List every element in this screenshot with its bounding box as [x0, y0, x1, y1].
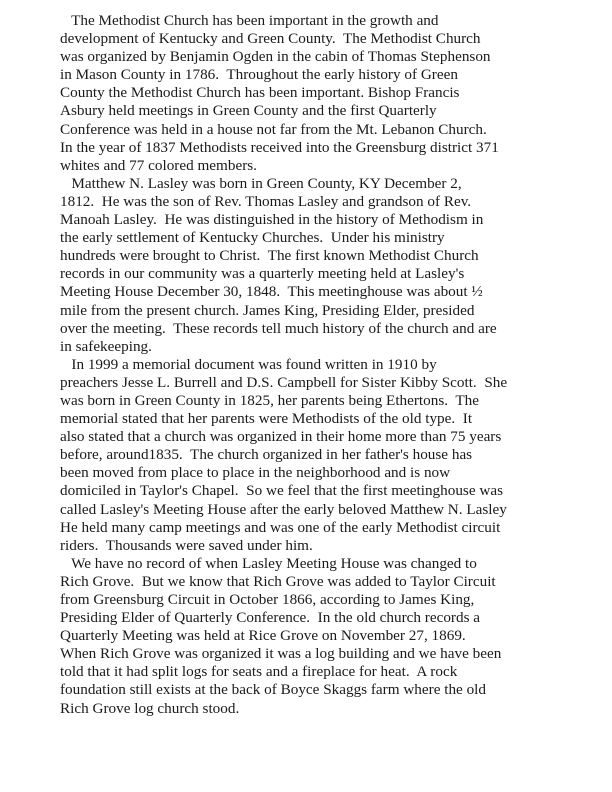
- text-line: Rich Grove. But we know that Rich Grove was added to Taylor Circuit: [60, 572, 496, 590]
- text-line: Manoah Lasley. He was distinguished in the history of Methodism in: [60, 211, 484, 229]
- text-line: Conference was held in a house not far from the Mt. Lebanon Church.: [60, 120, 487, 138]
- text-line: in safekeeping.: [60, 337, 152, 355]
- text-line: also stated that a church was organized in their home more than 75 years: [60, 428, 502, 446]
- text-line: 1812. He was the son of Rev. Thomas Lasley and grandson of Rev.: [60, 192, 472, 210]
- paragraph-memorial-document: [60, 356, 600, 555]
- text-line: domiciled in Taylor's Chapel. So we feel that the first meetinghouse was: [60, 482, 503, 500]
- text-line: been moved from place to place in the neighborhood and is now: [60, 464, 451, 482]
- text-line: records in our community was a quarterly meeting held at Lasley's: [60, 265, 465, 283]
- text-line: over the meeting. These records tell much history of the church and are: [60, 319, 497, 337]
- text-line: In the year of 1837 Methodists received into the Greensburg district 371: [60, 138, 499, 156]
- text-line: Meeting House December 30, 1848. This meetinghouse was about ½: [60, 283, 483, 301]
- text-line: development of Kentucky and Green County. The Methodist Church: [60, 30, 481, 48]
- text-line: before, around1835. The church organized in her father's house has: [60, 446, 473, 464]
- text-line: foundation still exists at the back of Boyce Skaggs farm where the old: [60, 681, 486, 699]
- text-line: We have no record of when Lasley Meeting House was changed to: [60, 554, 477, 572]
- text-line: Matthew N. Lasley was born in Green County, KY December 2,: [60, 174, 462, 192]
- text-line: told that it had split logs for seats and a fireplace for heat. A rock: [60, 663, 458, 681]
- text-line: memorial stated that her parents were Methodists of the old type. It: [60, 410, 473, 428]
- paragraph-matthew-lasley: [60, 175, 600, 356]
- paragraph-rich-grove: [60, 555, 600, 718]
- text-line: the early settlement of Kentucky Churches. Under his ministry: [60, 229, 445, 247]
- text-line: In 1999 a memorial document was found written in 1910 by: [60, 355, 437, 373]
- text-line: He held many camp meetings and was one of the early Methodist circuit: [60, 518, 501, 536]
- text-line: mile from the present church. James King, Presiding Elder, presided: [60, 301, 475, 319]
- text-line: hundreds were brought to Christ. The first known Methodist Church: [60, 247, 479, 265]
- document-body: [60, 12, 600, 718]
- text-line: riders. Thousands were saved under him.: [60, 536, 313, 554]
- text-line: The Methodist Church has been important in the growth and: [60, 12, 439, 29]
- text-line: Presiding Elder of Quarterly Conference. In the old church records a: [60, 609, 481, 627]
- text-line: When Rich Grove was organized it was a log building and we have been: [60, 645, 502, 663]
- text-line: Quarterly Meeting was held at Rice Grove on November 27, 1869.: [60, 627, 466, 645]
- text-line: was born in Green County in 1825, her parents being Ethertons. The: [60, 391, 479, 409]
- text-line: whites and 77 colored members.: [60, 156, 257, 174]
- text-line: County the Methodist Church has been important. Bishop Francis: [60, 84, 460, 102]
- text-line: preachers Jesse L. Burrell and D.S. Campbell for Sister Kibby Scott. She: [60, 373, 508, 391]
- text-line: Asbury held meetings in Green County and the first Quarterly: [60, 102, 437, 120]
- text-line: called Lasley's Meeting House after the early beloved Matthew N. Lasley: [60, 500, 507, 518]
- paragraph-methodist-church: [60, 12, 600, 175]
- text-line: was organized by Benjamin Ogden in the cabin of Thomas Stephenson: [60, 48, 491, 66]
- text-line: Rich Grove log church stood.: [60, 699, 240, 717]
- text-line: in Mason County in 1786. Throughout the early history of Green: [60, 66, 458, 84]
- text-line: from Greensburg Circuit in October 1866, according to James King,: [60, 591, 475, 608]
